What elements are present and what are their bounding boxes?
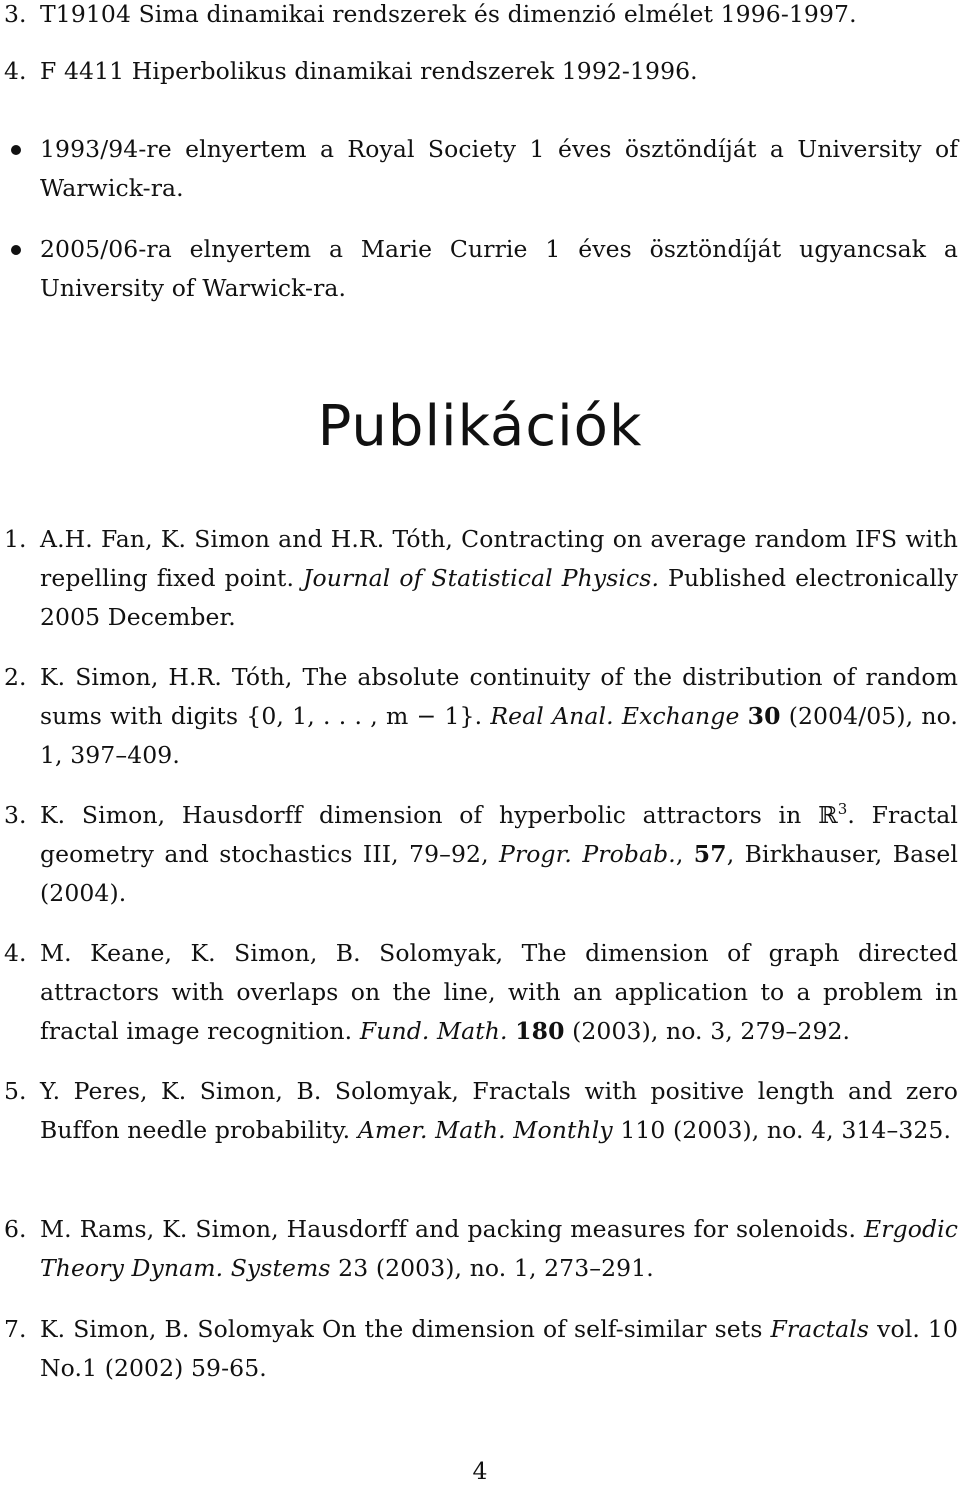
publication-details: (2003), no. 3, 279–292.: [572, 1017, 851, 1045]
list-item: [0, 0, 960, 34]
publication-item: [0, 520, 960, 637]
publication-text: [40, 1310, 958, 1388]
publication-authors: Y. Peres, K. Simon, B. Solomyak, Fractals with positive length and zero Buffon needle probability.: [40, 1077, 958, 1144]
publication-text: [40, 934, 958, 1051]
list-item-text: T19104 Sima dinamikai rendszerek és dimenzió elmélet 1996-1997.: [40, 0, 857, 28]
publication-number: 2.: [4, 663, 27, 691]
publication-text: [40, 796, 958, 913]
publication-text: [40, 1210, 958, 1288]
publication-journal: Amer. Math. Monthly: [357, 1116, 613, 1144]
publication-item: [0, 934, 960, 1051]
bullet-text: 1993/94-re elnyertem a Royal Society 1 éves ösztöndíját a University of Warwick-ra.: [40, 135, 958, 202]
publication-journal: Ergodic Theory Dynam. Systems: [40, 1215, 958, 1282]
publication-number: 7.: [4, 1315, 27, 1343]
publication-superscript: 3: [837, 800, 848, 819]
list-item: [0, 52, 960, 91]
publication-authors: A.H. Fan, K. Simon and H.R. Tóth, Contracting on average random IFS with repelling fixed point.: [40, 525, 958, 592]
publication-authors: K. Simon, H.R. Tóth, The absolute continuity of the distribution of random sums with digits {0, 1, . . . , m − 1}.: [40, 663, 958, 730]
publication-number: 4.: [4, 939, 27, 967]
publication-volume: 30: [747, 702, 781, 730]
publication-journal: Real Anal. Exchange: [490, 702, 740, 730]
list-marker: 3.: [4, 0, 27, 28]
publication-item: [0, 1072, 960, 1150]
publication-number: 3.: [4, 801, 27, 829]
publication-journal: Fractals: [770, 1315, 870, 1343]
publication-item: [0, 658, 960, 775]
publication-text: [40, 1072, 958, 1150]
publication-number: 6.: [4, 1215, 27, 1243]
bullet-item: [0, 130, 960, 208]
bullet-icon: [11, 245, 21, 255]
bullet-text: 2005/06-ra elnyertem a Marie Currie 1 éves ösztöndíját ugyancsak a University of Warwick-ra.: [40, 235, 958, 302]
publication-journal: Fund. Math.: [359, 1017, 508, 1045]
publication-number: 5.: [4, 1077, 27, 1105]
list-item-text: F 4411 Hiperbolikus dinamikai rendszerek 1992-1996.: [40, 57, 698, 85]
publication-separator: ,: [675, 840, 684, 868]
publication-item: [0, 796, 960, 913]
publication-authors: K. Simon, B. Solomyak On the dimension of self-similar sets: [40, 1315, 763, 1343]
publication-journal: Progr. Probab.: [499, 840, 676, 868]
publication-text: [40, 520, 958, 637]
publication-volume: 57: [693, 840, 727, 868]
publication-details: 110 (2003), no. 4, 314–325.: [620, 1116, 952, 1144]
page-number: 4: [472, 1457, 488, 1485]
publication-details: (2004/05), no. 1, 397–409.: [40, 702, 958, 769]
list-marker: 4.: [4, 57, 27, 85]
section-heading: Publikációk: [317, 394, 643, 459]
publication-authors: M. Keane, K. Simon, B. Solomyak, The dimension of graph directed attractors with overlaps on the line, with an application to a problem in fractal image recognition.: [40, 939, 958, 1045]
publication-number: 1.: [4, 525, 27, 553]
bullet-icon: [11, 145, 21, 155]
publication-item: [0, 1310, 960, 1388]
publication-text: [40, 658, 958, 775]
publication-authors: K. Simon, Hausdorff dimension of hyperbolic attractors in ℝ: [40, 801, 838, 829]
publication-volume: 180: [515, 1017, 565, 1045]
publication-title-tail: . Fractal geometry and stochastics III, 79–92,: [40, 801, 958, 868]
publication-details: 23 (2003), no. 1, 273–291.: [338, 1254, 654, 1282]
publication-details: Published electronically 2005 December.: [40, 564, 958, 631]
publication-journal: Journal of Statistical Physics.: [303, 564, 660, 592]
bullet-item: [0, 230, 960, 308]
publication-authors: M. Rams, K. Simon, Hausdorff and packing measures for solenoids.: [40, 1215, 857, 1243]
publication-details: vol. 10 No.1 (2002) 59-65.: [40, 1315, 959, 1382]
publication-details: , Birkhauser, Basel (2004).: [40, 840, 958, 907]
publication-item: [0, 1210, 960, 1288]
